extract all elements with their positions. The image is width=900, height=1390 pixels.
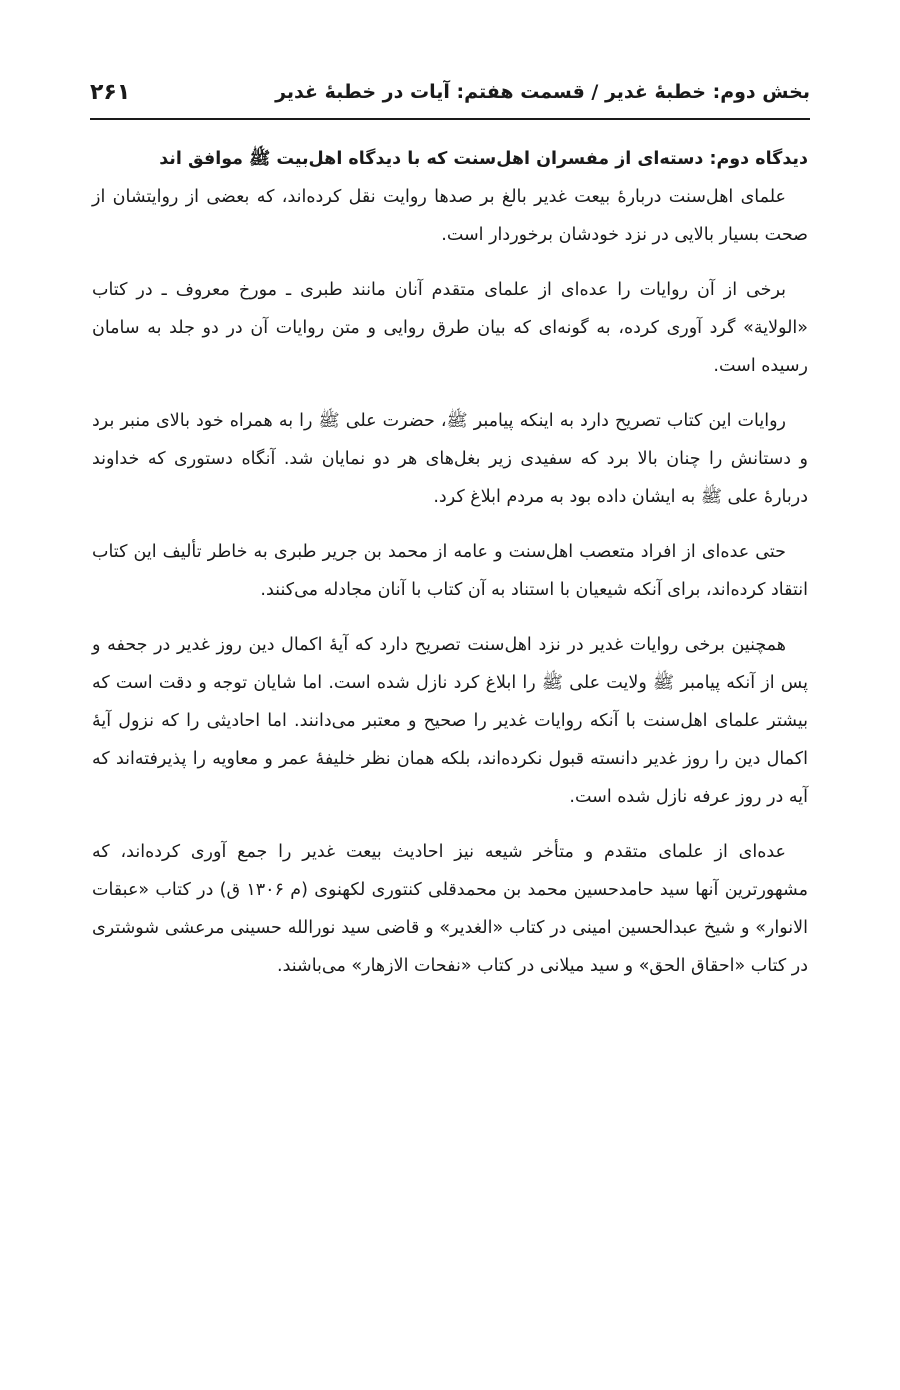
paragraph-6: عده‌ای از علمای متقدم و متأخر شیعه نیز احادیث بیعت غدیر را جمع آوری کرده‌اند، که مشهورترین آنها سید حامدحسین محمد بن محمدقلی کنتوری لکهنوی (م ۱۳۰۶ ق) در کتاب «عبقات الانوار» و شیخ عبدالحسین امینی در کتاب «الغدیر» و قاضی سید نورالله حسینی مرعشی شوشتری در کتاب «احقاق الحق» و سید میلانی در کتاب «نفحات الازهار» می‌باشند.: [92, 842, 808, 976]
header-rule: [90, 118, 810, 120]
page-number: ۲۶۱: [90, 79, 131, 105]
page-body: [92, 140, 808, 1002]
paragraph-5: همچنین برخی روایات غدیر در نزد اهل‌سنت تصریح دارد که آیهٔ اکمال دین روز غدیر در جحفه و پس از آنکه پیامبر ﷺ ولایت علی ﷺ را ابلاغ کرد نازل شده است. اما شایان توجه و دقت است که بیشتر علمای اهل‌سنت با آنکه روایات غدیر را صحیح و معتبر می‌دانند. اما احادیثی را که نزول آیهٔ اکمال دین را روز غدیر دانسته قبول نکرده‌اند، بلکه همان نظر خلیفهٔ عمر و معاویه را پذیرفته‌اند که آیه در روز عرفه نازل شده است.: [92, 635, 808, 807]
section-title: دیدگاه دوم: دسته‌ای از مفسران اهل‌سنت که با دیدگاه اهل‌بیت ﷺ موافق اند: [159, 149, 808, 169]
running-title: بخش دوم: خطبهٔ غدیر / قسمت هفتم: آیات در خطبهٔ غدیر: [275, 81, 810, 103]
paragraph-1: علمای اهل‌سنت دربارهٔ بیعت غدیر بالغ بر صدها روایت نقل کرده‌اند، که بعضی از روایتشان از صحت بسیار بالایی در نزد خودشان برخوردار است.: [92, 187, 808, 245]
page-header: [90, 70, 810, 114]
paragraph-2: برخی از آن روایات را عده‌ای از علمای متقدم آنان مانند طبری ـ مورخ معروف ـ در کتاب «الولایة» گرد آوری کرده، به گونه‌ای که بیان طرق روایی و متن روایات آن در دو جلد به سامان رسیده است.: [92, 280, 808, 376]
paragraph-4: حتی عده‌ای از افراد متعصب اهل‌سنت و عامه از محمد بن جریر طبری به خاطر تألیف این کتاب انتقاد کرده‌اند، برای آنکه شیعیان با استناد به آن کتاب با آنان مجادله می‌کنند.: [92, 542, 808, 600]
paragraph-3: روایات این کتاب تصریح دارد به اینکه پیامبر ﷺ، حضرت علی ﷺ را به همراه خود بالای منبر برد و دستانش را چنان بالا برد که سفیدی زیر بغل‌های هر دو نمایان شد. آنگاه دستوری که خداوند دربارهٔ علی ﷺ به ایشان داده بود به مردم ابلاغ کرد.: [92, 411, 808, 507]
